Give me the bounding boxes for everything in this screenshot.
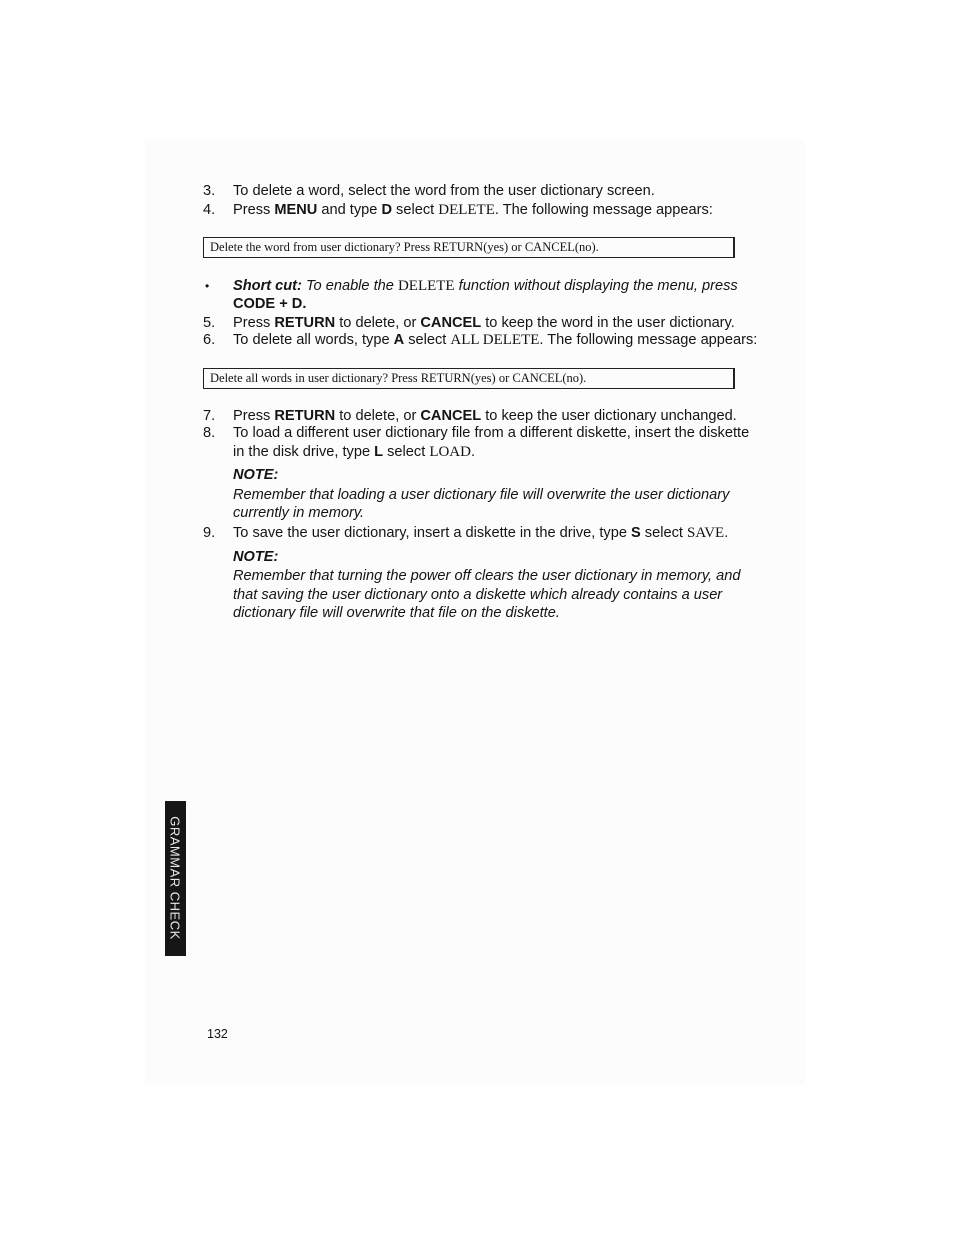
shortcut-bullet: • (205, 279, 210, 293)
step-8-line-1: To load a different user dictionary file from a different diskette, insert the diskette (233, 425, 750, 441)
step-9-text: To save the user dictionary, insert a diskette in the drive, type S select SAVE. (233, 525, 729, 541)
step-9-number: 9. (203, 525, 216, 541)
note-2-line-3: dictionary file will overwrite that file on the diskette. (233, 605, 560, 619)
note-1-line-1: Remember that loading a user dictionary file will overwrite the user dictionary (233, 487, 730, 503)
note-2-label: NOTE: (233, 549, 279, 565)
shortcut-text: Short cut: To enable the DELETE function without displaying the menu, press (233, 278, 738, 294)
note-2-line-1: Remember that turning the power off clears the user dictionary in memory, and (233, 568, 741, 584)
step-7-number: 7. (203, 408, 216, 424)
message-box-delete-all: Delete all words in user dictionary? Press RETURN(yes) or CANCEL(no). (203, 368, 735, 389)
step-3-text: To delete a word, select the word from the user dictionary screen. (233, 183, 655, 199)
step-8-line-2: in the disk drive, type L select LOAD. (233, 444, 476, 460)
step-6-text: To delete all words, type A select ALL DELETE. The following message appears: (233, 332, 758, 348)
step-4-text: Press MENU and type D select DELETE. The following message appears: (233, 202, 713, 218)
step-3-number: 3. (203, 183, 216, 199)
message-box-delete-word: Delete the word from user dictionary? Press RETURN(yes) or CANCEL(no). (203, 237, 735, 258)
step-5-text: Press RETURN to delete, or CANCEL to keep the word in the user dictionary. (233, 315, 735, 331)
note-1-line-2: currently in memory. (233, 505, 365, 521)
shortcut-keys: CODE + D. (233, 296, 307, 312)
step-4-number: 4. (203, 202, 216, 218)
note-1-label: NOTE: (233, 467, 279, 483)
step-7-text: Press RETURN to delete, or CANCEL to keep the user dictionary unchanged. (233, 408, 737, 424)
page-number: 132 (207, 1027, 228, 1041)
step-8-number: 8. (203, 425, 216, 441)
note-2-line-2: that saving the user dictionary onto a diskette which already contains a user (233, 587, 723, 603)
section-side-tab-label: GRAMMAR CHECK (167, 816, 183, 940)
step-5-number: 5. (203, 315, 216, 331)
step-6-number: 6. (203, 332, 216, 348)
